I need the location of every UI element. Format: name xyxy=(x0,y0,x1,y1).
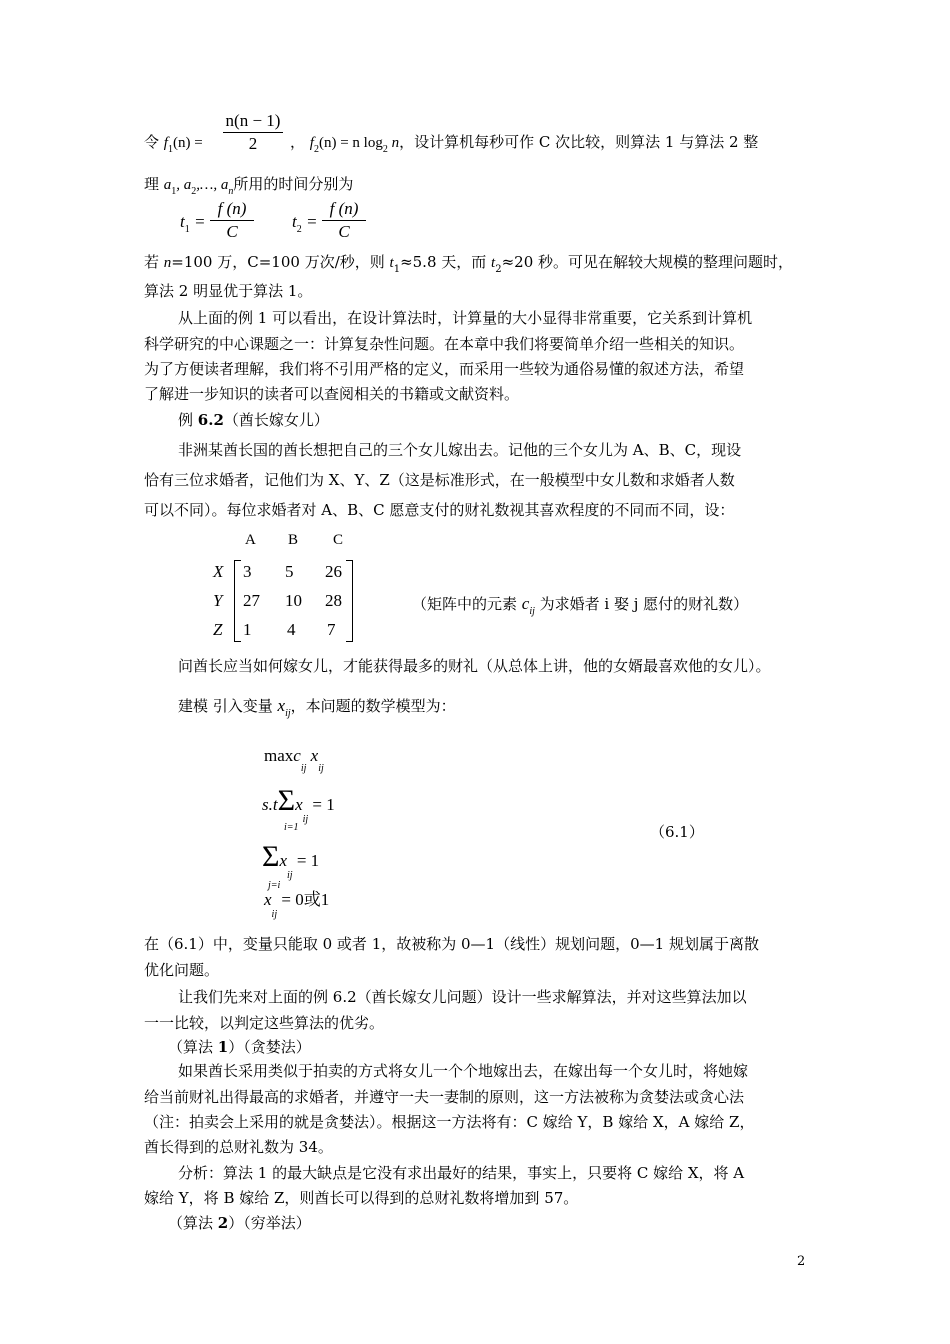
fraction-t1: f (n) C xyxy=(210,198,254,243)
example-heading: 例 6.2（酋长嫁女儿） xyxy=(178,411,329,429)
sum-index-j: j=i xyxy=(268,880,281,891)
para5-line-4: 酋长得到的总财礼数为 34。 xyxy=(144,1138,333,1156)
para1-line-4: 了解进一步知识的读者可以查阅相关的书籍或文献资料。 xyxy=(144,385,520,403)
formula-line-f2: ， $f_2(n) = n$ $\log_2 n$，设计算机每秒可作 C 次比较，则算法 1 与算法 2 整 xyxy=(290,133,759,155)
formula-constraint-2: $\Sigma x_{ij} = 1$ xyxy=(262,840,320,881)
para5-line-1: 如果酋长采用类似于拍卖的方式将女儿一个个地嫁出去，在嫁出每一个女儿时，将她嫁 xyxy=(178,1062,749,1080)
para5-line-2: 给当前财礼出得最高的求婚者，并遵守一夫一妻制的原则，这一方法被称为贪婪法或贪心法 xyxy=(144,1088,745,1106)
para3-line-2: 优化问题。 xyxy=(144,961,220,979)
para4-line-2: 一一比较，以判定这些算法的优劣。 xyxy=(144,1014,385,1032)
fraction-n-n-minus-1-over-2: n(n − 1) 2 xyxy=(223,110,283,155)
matrix-cell: 5 xyxy=(285,562,294,581)
matrix-col-c: C xyxy=(333,532,344,548)
para1-line-3: 为了方便读者理解，我们将不引用严格的定义，而采用一些较为通俗易懂的叙述方法，希望 xyxy=(144,360,745,378)
para1-line-2: 科学研究的中心课题之一：计算复杂性问题。在本章中我们将要简单介绍一些相关的知识。 xyxy=(144,335,745,353)
matrix-cell: 4 xyxy=(287,620,296,639)
matrix-right-bracket xyxy=(346,560,353,642)
para3-line-1: 在（6.1）中，变量只能取 0 或者 1，故被称为 0—1（线性）规划问题，0—1 规划属于离散 xyxy=(144,935,759,953)
matrix-left-bracket xyxy=(234,560,241,642)
para4-line-1: 让我们先来对上面的例 6.2（酋长嫁女儿问题）设计一些求解算法，并对这些算法加以 xyxy=(178,988,747,1006)
formula-label: （6.1） xyxy=(650,823,704,841)
matrix-row-y: Y xyxy=(213,591,223,610)
t1-label: $t_1$ = xyxy=(180,212,205,235)
matrix-col-a: A xyxy=(245,532,256,548)
model-line: 建模 引入变量 $x_{ij}$，本问题的数学模型为： xyxy=(178,696,456,719)
line-algo2-better: 算法 2 明显优于算法 1。 xyxy=(144,282,313,300)
matrix-cell: 1 xyxy=(243,620,252,639)
para6-line-2: 嫁给 Y，将 B 嫁给 Z，则酋长可以得到的总财礼数将增加到 57。 xyxy=(144,1189,579,1207)
matrix-row-x: X xyxy=(213,562,224,581)
question-line: 问酋长应当如何嫁女儿，才能获得最多的财礼（从总体上讲，他的女婿最喜欢他的女儿）。 xyxy=(178,657,771,675)
para2-line-1: 非洲某酋长国的酋长想把自己的三个女儿嫁出去。记他的三个女儿为 A、B、C，现设 xyxy=(178,441,742,459)
algo2-heading: （算法 2）（穷举法） xyxy=(168,1214,311,1232)
matrix-cell: 3 xyxy=(243,562,252,581)
line-n-million: 若 n=100 万，C=100 万次/秒，则 $t_1\approx 5.8$ 天，而 $t_2\approx 20$ 秒。可见在解较大规模的整理问题时， xyxy=(144,253,794,275)
matrix-cell: 27 xyxy=(243,591,260,610)
line-a-sequence: 理 $a_1$, $a_2,\dots$, $a_n$所用的时间分别为 xyxy=(144,175,354,197)
matrix-row-z: Z xyxy=(213,620,223,639)
sum-index-i: i=1 xyxy=(284,822,299,833)
para6-line-1: 分析：算法 1 的最大缺点是它没有求出最好的结果，事实上，只要将 C 嫁给 X，将 A xyxy=(178,1164,745,1182)
matrix-cell: 10 xyxy=(285,591,302,610)
formula-constraint-1: s.tΣx$_{ij}$ = 1 xyxy=(262,784,335,825)
fraction-t2: f (n) C xyxy=(322,198,366,243)
t2-label: $t_2$ = xyxy=(292,212,317,235)
matrix-cell: 28 xyxy=(325,591,342,610)
formula-line-f: 令 $f_1(n)$ = xyxy=(144,133,203,155)
algo1-heading: （算法 1）（贪婪法） xyxy=(168,1038,311,1056)
matrix-cell: 26 xyxy=(325,562,342,581)
para2-line-3: 可以不同）。每位求婚者对 A、B、C 愿意支付的财礼数视其喜欢程度的不同而不同，设： xyxy=(144,501,735,519)
matrix-cell: 7 xyxy=(327,620,336,639)
matrix-note: （矩阵中的元素 $c_{ij}$ 为求婚者 i 娶 j 愿付的财礼数） xyxy=(412,594,749,617)
matrix-col-b: B xyxy=(288,532,299,548)
formula-objective: maxc$_{ij}$ $x_{ij}$ xyxy=(264,746,324,774)
para2-line-2: 恰有三位求婚者，记他们为 X、Y、Z（这是标准形式，在一般模型中女儿数和求婚者人数 xyxy=(144,471,735,489)
page-number: 2 xyxy=(797,1254,806,1269)
formula-binary: $x_{ij} = 0$或1 xyxy=(264,890,330,920)
para5-line-3: （注：拍卖会上采用的就是贪婪法）。根据这一方法将有：C 嫁给 Y，B 嫁给 X，A 嫁给 Z， xyxy=(144,1113,755,1131)
para1-line-1: 从上面的例 1 可以看出，在设计算法时，计算量的大小显得非常重要，它关系到计算机 xyxy=(178,309,753,327)
